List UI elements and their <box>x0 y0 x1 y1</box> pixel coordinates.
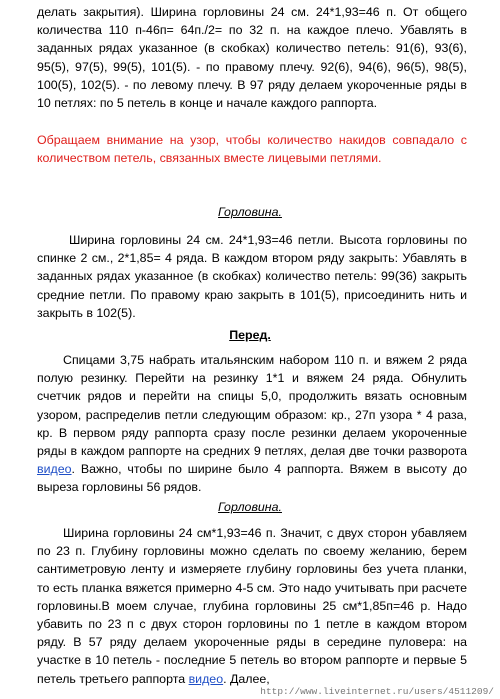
neckline-text-2: . Далее, <box>223 671 270 686</box>
watermark-url: http://www.liveinternet.ru/users/4511209/ <box>260 686 494 697</box>
neckline-front-paragraph <box>37 524 467 688</box>
pattern-note: Обращаем внимание на узор, чтобы количество накидов совпадало с количеством петель, связанных вместе лицевыми петлями. <box>37 133 467 166</box>
intro-paragraph: делать закрытия). Ширина горловины 24 см. 24*1,93=46 п. От общего количества 110 п-46п= 64п./2= по 32 п. на каждое плечо. Убавлять в заданных рядах указанное (в скобках) количество петель: 91(6), 93(6), 95(5), 97(5), 99(5), 101(5). - по правому плечу. 92(6), 94(6), 96(5), 98(5), 100(5), 102(5). - по левому плечу. В 97 ряду делаем укороченные ряды в 10 петлях: по 5 петель в конце и начале каждого раппорта. <box>37 5 467 111</box>
front-paragraph <box>37 351 467 497</box>
front-heading: Перед. <box>229 328 271 342</box>
neckline-video-link[interactable]: видео <box>188 671 224 686</box>
neckline-front-heading: Горловина. <box>218 500 282 514</box>
front-video-link[interactable]: видео <box>37 462 72 477</box>
front-text-2: . Важно, чтобы по ширине было 4 раппорта. Вяжем в высоту до выреза горловины 56 рядов. <box>37 462 467 495</box>
front-text-1: Спицами 3,75 набрать итальянским набором 110 п. и вяжем 2 ряда полую резинку. Перейти на резинку 1*1 и вяжем 24 ряда. Обнулить счетчик рядов и перейти на спицы 5,0, продолжить вязать основным узором, распределив петли следующим образом: кр., 27п узора * 4 раза, кр. В первом ряду раппорта сразу после резинки делаем укороченные ряды в каждом раппорте на средних 9 петлях, делая две точки разворота <box>37 353 467 459</box>
neckline-text-1: Ширина горловины 24 см*1,93=46 п. Значит, с двух сторон убавляем по 23 п. Глубину горловины можно сделать по своему желанию, берем сантиметровую ленту и измеряете глубину горловины без учета планки, то есть планка вяжется примерно 4-5 см. Это надо учитывать при расчете горловины.В моем случае, глубина горловины 25 см*1,85п=46 р. Надо убавить по 23 п с двух сторон горловины по 1 петле в каждом втором ряду. В 57 ряду делаем укороченные ряды в середине пуловера: на участке в 10 петель - последние 5 петель во втором раппорте и первые 5 петель третьего раппорта <box>37 526 467 686</box>
neckline-back-paragraph: Ширина горловины 24 см. 24*1,93=46 петли. Высота горловины по спинке 2 см., 2*1,85= 4 ряда. В каждом втором ряду закрыть: Убавлять в заданных рядах указанное (в скобках) количество петель: 99(36) закрыть средние петли. По правому краю закрыть в 101(5), присоединить нить и закрыть в 102(5). <box>37 233 467 320</box>
neckline-back-heading: Горловина. <box>218 205 282 219</box>
